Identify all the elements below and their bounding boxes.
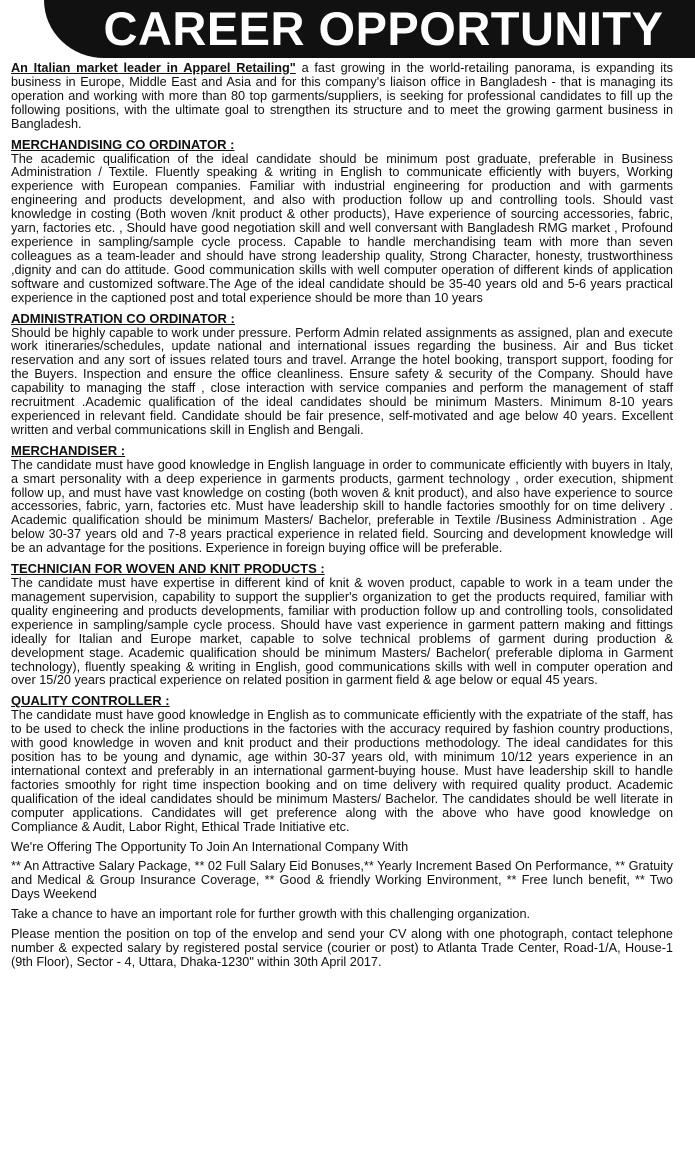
- application-instructions: Please mention the position on top of the envelop and send your CV along with one photograph, contact telephone number & expected salary by registered postal service (courier or post) to Atlanta Trade Center, Road-1/A, House-1 (9th Floor), Sector - 4, Uttara, Dhaka-1230" within 30th April 2017.: [11, 927, 673, 969]
- intro-paragraph: [11, 62, 673, 132]
- section-body-administration-coordinator: Should be highly capable to work under pressure. Perform Admin related assignments as assigned, plan and execute work itineraries/schedules, update national and international issues regarding the business. Air and Bus ticket reservation and any sort of issues related tours and travel. Arrange the hotel booking, transport support, fooding for the Buyers. Inspection and ensure the office cleanliness. Ensure safety & security of the Company. Should have capability to managing the staff , close interaction with service companies and perform the management of staff recruitment .Academic qualification of the ideal candidates should be minimum Masters. Minimum 8-10 years experienced in relevant field. Candidate should be fair presence, self-motivated and age below 40 years. Excellent written and verbal communications skill in English and Bengali.: [11, 325, 673, 437]
- offer-lead: We're Offering The Opportunity To Join An International Company With: [11, 839, 409, 854]
- section-heading-merchandising-coordinator: MERCHANDISING CO ORDINATOR :: [11, 136, 235, 152]
- title-banner: [44, 0, 695, 58]
- section-body-quality-controller: The candidate must have good knowledge in English as to communicate efficiently with the expatriate of the staff, has to be used to check the inline productions in the factories with the accuracy required by fashion country productions, with good knowledge in woven and knit product and their productions methodology. The ideal candidates for this position has to be young and dynamic, age within 30-37 years old, with minimum 10/12 years experience in an international context and preferably in an international garment-buying house. Must have leadership skill to handle factories smoothly for right time inspection booking and on time delivery with required quality product. Academic qualification of the ideal candidates should be minimum Masters/ Bachelor. The candidates should be well literate in computer applications. Candidates will get preference along with the above who have good knowledge on Compliance & Audit, Labor Right, Ethical Trade Initiative etc.: [11, 708, 673, 834]
- page-title: CAREER OPPORTUNITY: [103, 2, 664, 55]
- intro-text: a fast growing in the world-retailing panorama, is expanding its business in Europe, Middle East and Asia and for this company's liaison office in Bangladesh - that is managing its operation and working with more than 80 top garments/suppliers, is seeking for professional candidates to fill up the following positions, with the ultimate goal to strengthen its structure and to meet the growing garment business in Bangladesh.: [11, 61, 673, 131]
- section-heading-merchandiser: MERCHANDISER :: [11, 442, 126, 458]
- section-heading-administration-coordinator: ADMINISTRATION CO ORDINATOR :: [11, 310, 235, 326]
- intro-lead: An Italian market leader in Apparel Retailing": [11, 61, 296, 75]
- section-heading-technician: TECHNICIAN FOR WOVEN AND KNIT PRODUCTS :: [11, 561, 325, 577]
- closing-statement: Take a chance to have an important role for further growth with this challenging organization.: [11, 907, 531, 922]
- section-heading-quality-controller: QUALITY CONTROLLER :: [11, 693, 170, 709]
- advertisement-body: [11, 62, 673, 970]
- section-body-technician: The candidate must have expertise in different kind of knit & woven product, capable to work in a team under the management supervision, capability to support the supplier's organization to get the products required, familiar with quality engineering and products developments, familiar with production follow up and controlling tools, consolidated experience in sampling/sample cycle process. Should have vast experience in garment pattern making and fittings ideally for Italian and Europe market, capable to solve technical problems of garment during production & development stage. Academic qualification should be minimum Masters/ Bachelor( preferable diploma in Garment technology), fluently speaking & writing in English, good communications skills with well in computer operation and over 15/20 years practical experience on related position in garment field & age below or equal 45 years.: [11, 576, 673, 688]
- section-body-merchandiser: The candidate must have good knowledge in English language in order to communicate efficiently with buyers in Italy, a smart personality with a deep experience in garments products, garment technology , order execution, shipment follow up, and must have vast knowledge on costing (both woven & knit product), and also have experience to source accessories, fabric, yarn, factories etc. Must have leadership skill to handle factories smoothly for on time delivery . Academic qualification should be minimum Masters/ Bachelor, preferable in Textile /Business Administration . Age below 30-37 years old and 7-8 years practical experience in related field. Sourcing and development knowledge will be an advantage for the positions. Experience in foreign buying office will be preferable.: [11, 457, 673, 556]
- section-body-merchandising-coordinator: The academic qualification of the ideal candidate should be minimum post graduate, preferable in Business Administration / Textile. Fluently speaking & writing in English to communicate efficiently with buyers, Working experience with European companies. Familiar with industrial engineering for production and with garments engineering and products development, and also with production follow up and controlling tools. Should vast knowledge in costing (Both woven /knit product & other products), Have experience of sourcing accessories, fabric, yarn, factories etc. , Should have good negotiation skill and well conversant with Bangladesh RMG market , Profound experience in sampling/sample cycle process. Capable to handle merchandising team with more than seven colleagues as a team-leader and should have strong leadership quality, Strong Character, honesty, trustworthiness ,dignity and can do attitude. Good communication skills with well computer operation of different kinds of application software and customized software.The Age of the ideal candidate should be 35-40 years old and 5-6 years practical experience in the captioned post and total experience should be more than 10 years: [11, 151, 673, 305]
- benefits-list: ** An Attractive Salary Package, ** 02 Full Salary Eid Bonuses,** Yearly Increment Based On Performance, ** Gratuity and Medical & Group Insurance Coverage, ** Good & friendly Working Environment, ** Free lunch benefit, ** Two Days Weekend: [11, 859, 673, 902]
